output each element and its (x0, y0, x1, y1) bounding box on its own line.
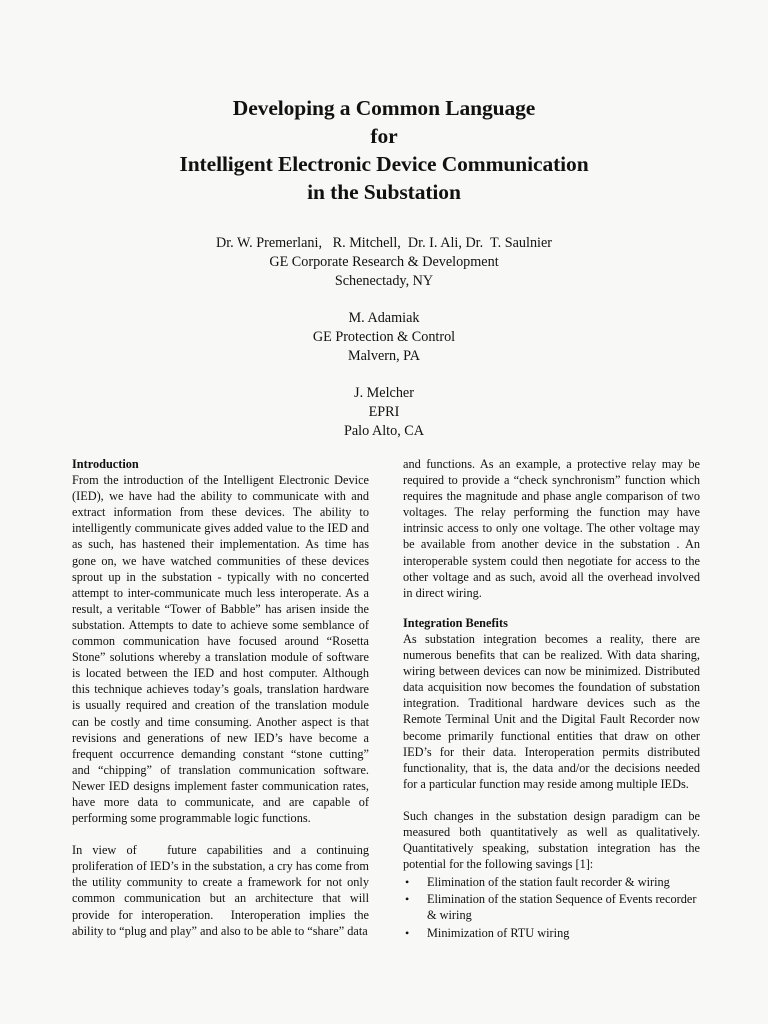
bullet-icon: • (405, 925, 410, 940)
bullet-icon: • (405, 892, 410, 907)
author-names: Dr. W. Premerlani, R. Mitchell, Dr. I. Ali, Dr. T. Saulnier (216, 235, 552, 251)
list-item-text: Elimination of the station Sequence of Events recorder & wiring (427, 892, 697, 923)
right-column (403, 456, 700, 942)
affiliation-org: GE Protection & Control (312, 329, 456, 345)
savings-list (403, 874, 700, 940)
affiliation-location: Palo Alto, CA (343, 423, 424, 439)
body-paragraph: and functions. As an example, a protective relay may be required to provide a “check synchronism” function which requires the magnitude and phase angle comparison of two voltages. The relay performing the function may have intrinsic access to only one voltage. The other voltage may be available from another device in the substation . An interoperable system could then negotiate for access to the other voltage and as such, avoid all the overhead involved in direct wiring. (403, 457, 700, 600)
author-affiliations (0, 234, 768, 459)
savings-paragraph: Such changes in the substation design paradigm can be measured both quantitatively as well as qualitatively. Quantitatively speaking, substation integration has the potential for the following savings [1]: (403, 808, 700, 872)
left-column (72, 456, 373, 955)
affiliation-ge-pc (0, 309, 768, 366)
list-item (403, 891, 700, 923)
section-heading-integration-benefits: Integration Benefits (403, 615, 508, 630)
benefits-paragraph: As substation integration becomes a reality, there are numerous benefits that can be realized. With data sharing, wiring between devices can now be minimized. Distributed data acquisition now becomes the foundation of substation integration. Traditional hardware devices such as the Remote Terminal Unit and the Digital Fault Recorder now become primarily functional entities that draw on other IED’s for their data. Interoperation permits distributed functionality, that is, the data and/or the decisions needed for a particular function may reside among multiple IEDs. (403, 631, 700, 791)
affiliation-ge-crd (0, 234, 768, 291)
affiliation-location: Malvern, PA (348, 348, 420, 364)
title-line-2: for (370, 124, 398, 148)
list-item (403, 925, 700, 941)
author-names: J. Melcher (354, 385, 414, 401)
title-line-1: Developing a Common Language (232, 96, 536, 120)
list-item (403, 874, 700, 890)
author-names: M. Adamiak (348, 310, 420, 326)
list-item-text: Elimination of the station fault recorder & wiring (427, 875, 670, 890)
bullet-icon: • (405, 875, 410, 890)
intro-paragraph: From the introduction of the Intelligent Electronic Device (IED), we have had the ability to communicate with and extract information from these devices. The ability to intelligently communicate gives added value to the IED and as such, has hastened their implementation. As time has gone on, we have watched communities of these devices sprout up in the substation - typically with no concerted attempt to inter-communicate much less interoperate. As a result, a veritable “Tower of Babble” has arisen inside the substation. Attempts to date to achieve some semblance of common communication have focused around “Rosetta Stone” solutions whereby a translation module of software is located between the IED and host computer. Although this technique achieves today’s goals, translation hardware is usually required and creation of the translation module can be costly and time consuming. Another aspect is that revisions and generations of new IED’s have become a frequent occurrence demanding constant “stone cutting” and “chipping” of translation communication software. Newer IED designs implement faster communication rates, have more data to communicate, and are capable of performing some programmable logic functions. (72, 473, 369, 826)
affiliation-org: EPRI (368, 404, 400, 420)
section-heading-introduction: Introduction (72, 457, 139, 471)
title-line-3: Intelligent Electronic Device Communication (179, 152, 589, 176)
paper-title (0, 94, 768, 206)
body-paragraph: In view of future capabilities and a continuing proliferation of IED’s in the substation, a cry has come from the utility community to create a framework for not only common communication but an architecture that will provide for interoperation. Interoperation implies the ability to “plug and play” and also to be able to “share” data (72, 843, 373, 938)
list-item-text: Minimization of RTU wiring (427, 925, 570, 940)
affiliation-location: Schenectady, NY (334, 273, 434, 289)
affiliation-org: GE Corporate Research & Development (269, 254, 499, 270)
affiliation-epri (0, 384, 768, 441)
title-line-4: in the Substation (307, 180, 461, 204)
